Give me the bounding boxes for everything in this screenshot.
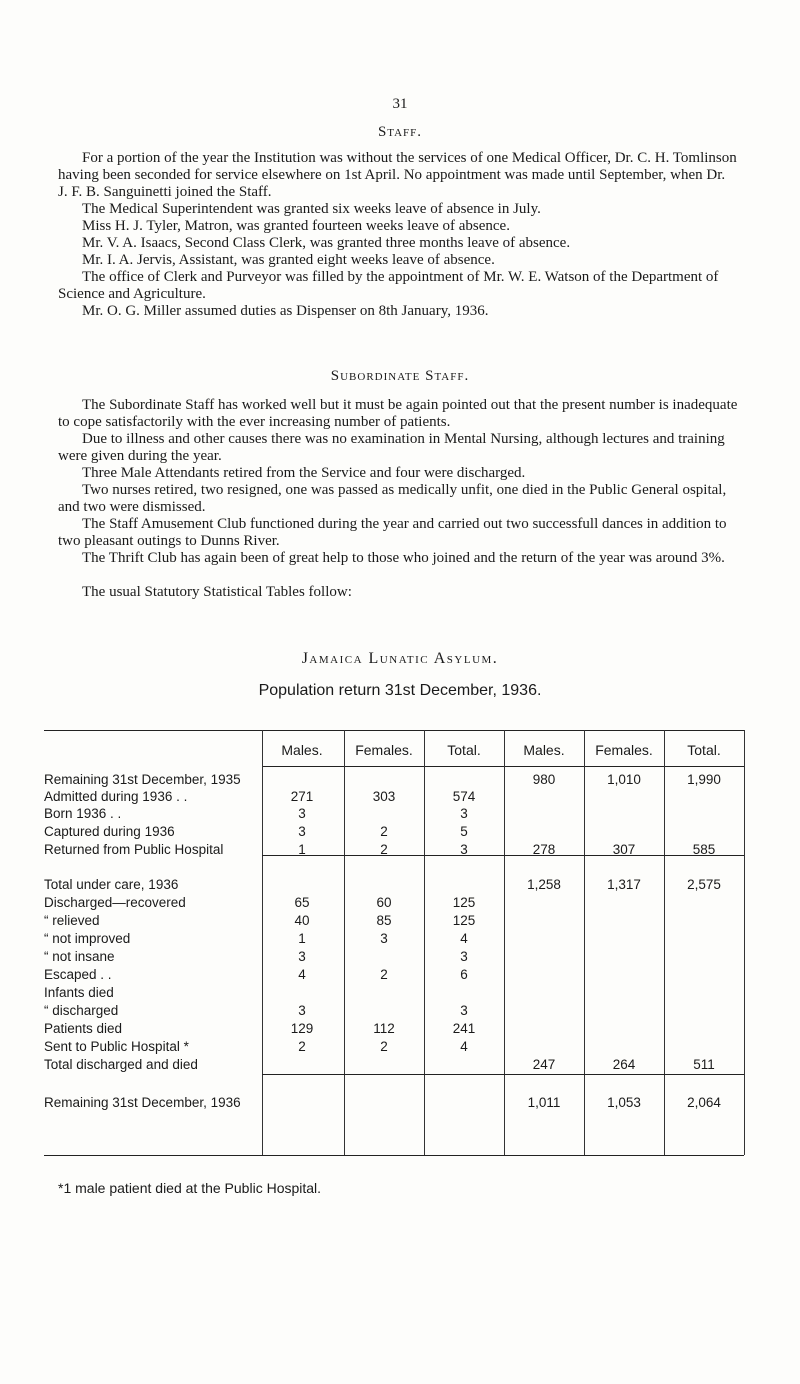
table-cell: 3 [460, 842, 468, 857]
table-cell: 125 [452, 913, 476, 928]
table-cell: 2,064 [687, 1095, 721, 1110]
table-cell: 1,258 [527, 877, 561, 892]
subordinate-staff-heading: Subordinate Staff. [330, 368, 470, 384]
table-cell: 60 [376, 895, 392, 910]
staff-paragraph: The office of Clerk and Purveyor was filled by the appointment of Mr. W. E. Watson of the Department of Science and Agriculture. [58, 269, 719, 302]
column-divider [744, 730, 745, 1155]
table-cell: 4 [460, 1039, 468, 1054]
subordinate-paragraph: The Subordinate Staff has worked well but it must be again pointed out that the present number is inadequate to cope satisfactorily with the ever increasing number of patients. [58, 397, 738, 430]
table-cell: 5 [460, 824, 468, 839]
table-header-rule [262, 766, 744, 767]
table-cell: 3 [460, 1003, 468, 1018]
column-header: Total. [447, 742, 481, 758]
staff-paragraph: The Medical Superintendent was granted six weeks leave of absence in July. [82, 201, 541, 217]
table-cell: 264 [612, 1057, 636, 1072]
table-cell: 3 [298, 1003, 306, 1018]
table-cell: 2 [380, 824, 388, 839]
row-label: “ not improved [44, 931, 131, 946]
table-cell: 3 [298, 949, 306, 964]
row-label: “ discharged [44, 1003, 119, 1018]
table-cell: 40 [294, 913, 310, 928]
table-cell: 3 [380, 931, 388, 946]
subordinate-paragraph: The Thrift Club has again been of great help to those who joined and the return of the year was around 3%. [82, 550, 725, 566]
row-label: Remaining 31st December, 1936 [44, 1095, 241, 1110]
row-label: “ not insane [44, 949, 115, 964]
column-header: Males. [281, 742, 323, 758]
table-cell: 1,317 [607, 877, 641, 892]
row-label: Total under care, 1936 [44, 877, 179, 892]
table-cell: 2 [380, 842, 388, 857]
table-cell: 585 [692, 842, 716, 857]
table-cell: 4 [460, 931, 468, 946]
table-cell: 574 [452, 789, 476, 804]
table-bottom-rule [44, 1155, 744, 1156]
row-label: Captured during 1936 [44, 824, 175, 839]
table-cell: 247 [532, 1057, 556, 1072]
row-label: Remaining 31st December, 1935 [44, 772, 241, 787]
table-cell: 2,575 [687, 877, 721, 892]
subordinate-paragraph: Two nurses retired, two resigned, one was passed as medically unfit, one died in the Public General ospital, and two were dismissed. [58, 482, 727, 515]
table-cell: 1 [298, 931, 306, 946]
table-cell: 511 [693, 1057, 715, 1072]
row-label: Admitted during 1936 . . [44, 789, 188, 804]
table-title: Jamaica Lunatic Asylum. [301, 650, 499, 667]
staff-heading: Staff. [377, 124, 423, 140]
subordinate-paragraph: Three Male Attendants retired from the Service and four were discharged. [82, 465, 526, 481]
row-label: Escaped . . [44, 967, 112, 982]
table-subtitle: Population return 31st December, 1936. [258, 682, 542, 699]
row-label: Infants died [44, 985, 114, 1000]
table-cell: 1,010 [607, 772, 641, 787]
table-cell: 125 [452, 895, 476, 910]
table-cell: 3 [298, 824, 306, 839]
row-label: Discharged—recovered [44, 895, 186, 910]
column-divider [504, 730, 505, 1155]
table-top-rule [44, 730, 744, 731]
section-rule [262, 1074, 744, 1075]
table-footnote: *1 male patient died at the Public Hospital. [58, 1180, 322, 1196]
table-cell: 3 [460, 949, 468, 964]
row-label: Total discharged and died [44, 1057, 198, 1072]
table-cell: 1,053 [607, 1095, 641, 1110]
row-label: Sent to Public Hospital * [44, 1039, 189, 1054]
table-cell: 2 [380, 1039, 388, 1054]
table-cell: 2 [298, 1039, 306, 1054]
table-cell: 112 [373, 1021, 395, 1036]
table-cell: 3 [298, 806, 306, 821]
column-header: Females. [355, 742, 413, 758]
table-cell: 6 [460, 967, 468, 982]
column-divider [584, 730, 585, 1155]
column-header: Total. [687, 742, 721, 758]
page-number: 31 [392, 96, 408, 112]
table-cell: 278 [532, 842, 556, 857]
row-label: Born 1936 . . [44, 806, 122, 821]
staff-paragraph: For a portion of the year the Institution was without the services of one Medical Officer, Dr. C. H. Tomlinson having been seconded for service elsewhere on 1st April. No appointment was made until September, when Dr. J. F. B. Sanguinetti joined the Staff. [58, 150, 737, 200]
row-label: Patients died [44, 1021, 123, 1036]
subordinate-paragraph: The Staff Amusement Club functioned during the year and carried out two successfull dances in addition to two pleasant outings to Dunns River. [58, 516, 727, 549]
subordinate-paragraph: Due to illness and other causes there was no examination in Mental Nursing, although lectures and training were given during the year. [58, 431, 725, 464]
population-table [44, 730, 744, 1170]
table-cell: 980 [532, 772, 556, 787]
table-cell: 1,990 [687, 772, 721, 787]
table-cell: 241 [452, 1021, 476, 1036]
table-cell: 85 [376, 913, 392, 928]
table-cell: 2 [380, 967, 388, 982]
row-label: Returned from Public Hospital [44, 842, 224, 857]
table-cell: 1 [298, 842, 306, 857]
table-cell: 65 [294, 895, 310, 910]
staff-paragraph: Mr. I. A. Jervis, Assistant, was granted eight weeks leave of absence. [82, 252, 495, 268]
staff-paragraph: Mr. O. G. Miller assumed duties as Dispenser on 8th January, 1936. [82, 303, 489, 319]
table-cell: 129 [290, 1021, 314, 1036]
column-header: Males. [523, 742, 565, 758]
table-cell: 303 [372, 789, 396, 804]
subordinate-paragraph: The usual Statutory Statistical Tables follow: [82, 584, 352, 600]
column-divider [664, 730, 665, 1155]
table-cell: 307 [612, 842, 636, 857]
table-cell: 1,011 [527, 1095, 561, 1110]
staff-paragraph: Miss H. J. Tyler, Matron, was granted fourteen weeks leave of absence. [82, 218, 510, 234]
table-cell: 3 [460, 806, 468, 821]
table-cell: 271 [290, 789, 314, 804]
column-header: Females. [595, 742, 653, 758]
table-cell: 4 [298, 967, 306, 982]
staff-paragraph: Mr. V. A. Isaacs, Second Class Clerk, was granted three months leave of absence. [82, 235, 571, 251]
row-label: “ relieved [44, 913, 100, 928]
